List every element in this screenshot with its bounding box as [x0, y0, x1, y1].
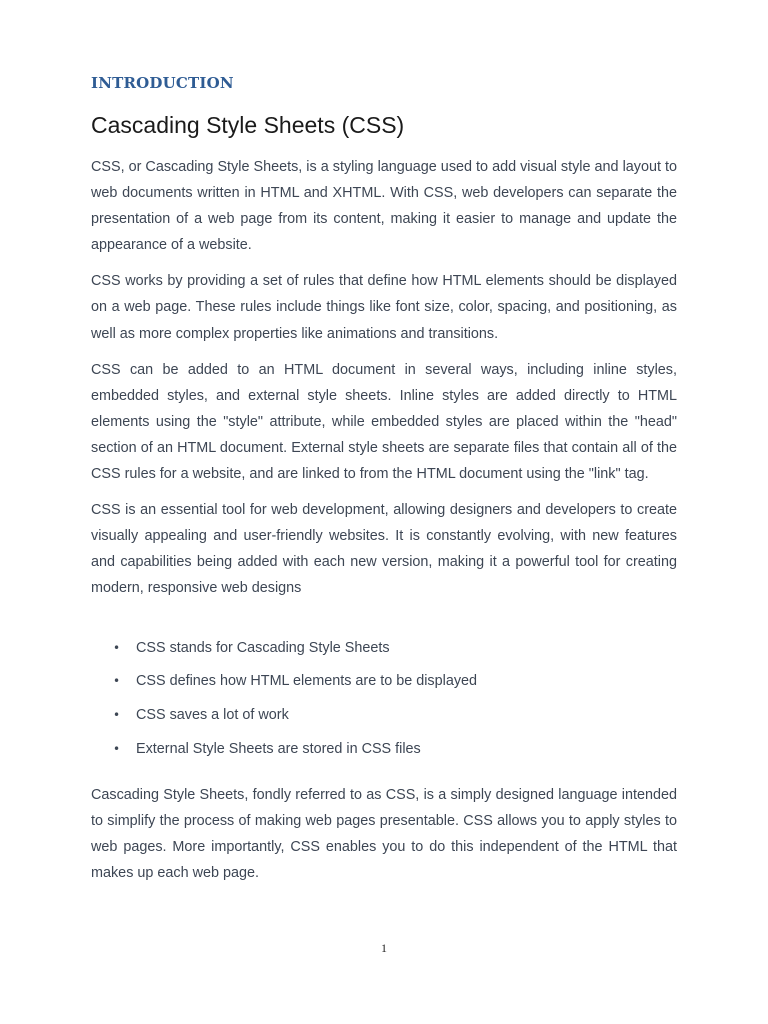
paragraph-rules: CSS works by providing a set of rules that define how HTML elements should be displayed on a web page. These rules include things like font size, color, spacing, and positioning, as well as more complex properties like animations and transitions.	[91, 273, 677, 342]
bullet-item	[113, 739, 677, 760]
bullet-dot-icon: •	[113, 674, 121, 689]
paragraph-intro: CSS, or Cascading Style Sheets, is a styling language used to add visual style and layout to web documents written in HTML and XHTML. With CSS, web developers can separate the presentation of a web page from its content, making it easier to manage and update the appearance of a website.	[91, 159, 677, 254]
paragraph-ways: CSS can be added to an HTML document in several ways, including inline styles, embedded styles, and external style sheets. Inline styles are added directly to HTML elements using the "style" attribute, while embedded styles are placed within the "head" section of an HTML document. External style sheets are separate files that contain all of the CSS rules for a website, and are linked to from the HTML document using the "link" tag.	[91, 361, 677, 483]
bullet-text: CSS saves a lot of work	[136, 707, 289, 724]
paragraph-essential: CSS is an essential tool for web development, allowing designers and developers to create visually appealing and user-friendly websites. It is constantly evolving, with new features and capabilities being added with each new version, making it a powerful tool for creating modern, responsive web designs	[91, 502, 677, 597]
bullet-item	[113, 705, 677, 726]
document-title: Cascading Style Sheets (CSS)	[91, 112, 405, 138]
bullet-text: CSS stands for Cascading Style Sheets	[136, 639, 390, 656]
bullet-text: CSS defines how HTML elements are to be displayed	[136, 673, 478, 690]
page-number: 1	[381, 941, 387, 955]
section-heading: INTRODUCTION	[91, 74, 234, 92]
bullet-item	[113, 638, 677, 659]
bullet-dot-icon: •	[113, 741, 121, 756]
bullet-item	[113, 671, 677, 692]
bullet-list	[91, 638, 677, 760]
page-content	[91, 70, 677, 886]
bullet-text: External Style Sheets are stored in CSS files	[136, 740, 421, 757]
paragraph-closing: Cascading Style Sheets, fondly referred to as CSS, is a simply designed language intended to simplify the process of making web pages presentable. CSS allows you to apply styles to web pages. More importantly, CSS enables you to do this independent of the HTML that makes up each web page.	[91, 786, 677, 882]
bullet-dot-icon: •	[113, 640, 121, 655]
bullet-dot-icon: •	[113, 708, 121, 723]
